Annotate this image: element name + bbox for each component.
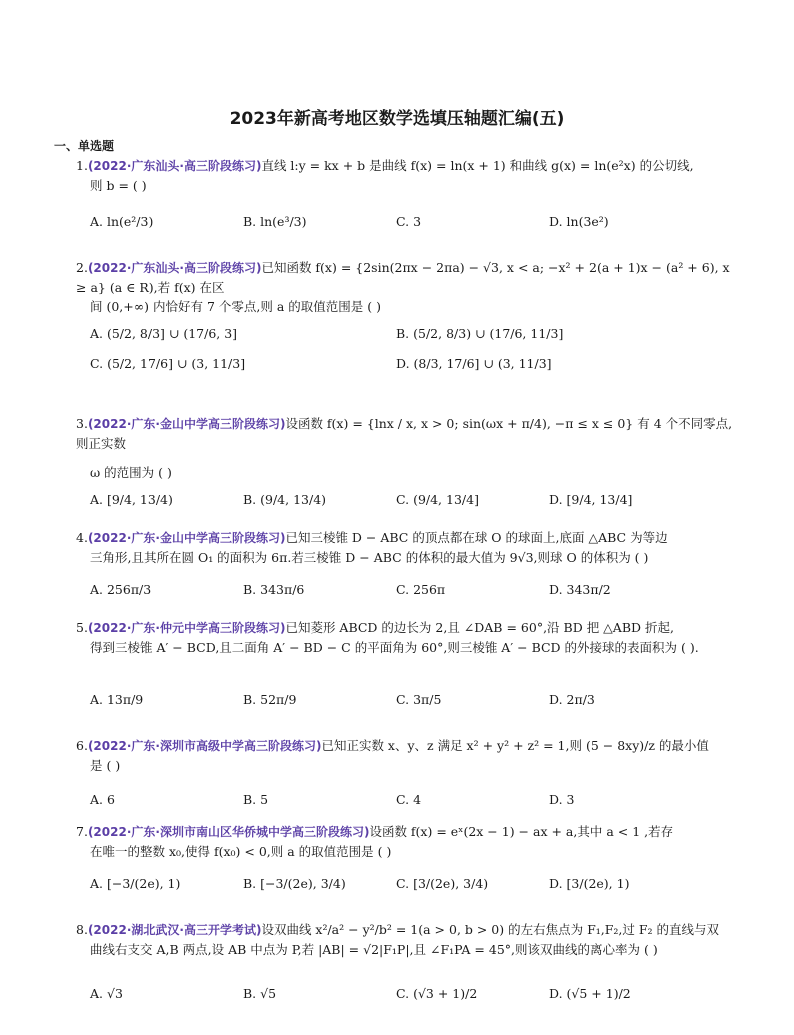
- option-b: B. 52π/9: [243, 692, 297, 707]
- question-number: 1.: [76, 158, 88, 173]
- question-8: [76, 920, 736, 959]
- question-number: 3.: [76, 416, 88, 431]
- question-number: 8.: [76, 922, 88, 937]
- option-b: B. √5: [243, 986, 277, 1001]
- option-d: D. ln(3e²): [549, 214, 609, 229]
- option-a: A. √3: [90, 986, 123, 1001]
- option-d: D. (√5 + 1)/2: [549, 986, 631, 1001]
- question-stem-continued: 得到三棱锥 A′ − BCD,且二面角 A′ − BD − C 的平面角为 60°,则三棱锥 A′ − BCD 的外接球的表面积为 ( ).: [90, 640, 699, 655]
- question-stem-continued: 则 b = ( ): [90, 178, 147, 193]
- question-number: 4.: [76, 530, 88, 545]
- question-stem: 设双曲线 x²/a² − y²/b² = 1(a > 0, b > 0) 的左右焦点为 F₁,F₂,过 F₂ 的直线与双: [261, 922, 720, 937]
- option-d: D. [3/(2e), 1): [549, 876, 630, 891]
- question-source: (2022·广东·深圳市高级中学高三阶段练习): [87, 739, 322, 753]
- option-c: C. 3π/5: [396, 692, 442, 707]
- question-stem: 已知正实数 x、y、z 满足 x² + y² + z² = 1,则 (5 − 8xy)/z 的最小值: [321, 738, 709, 753]
- option-c: C. 4: [396, 792, 422, 807]
- option-d: D. [9/4, 13/4]: [549, 492, 633, 507]
- question-stem-continued: 是 ( ): [90, 758, 121, 773]
- question-source: (2022·湖北武汉·高三开学考试): [87, 923, 262, 937]
- option-a: A. 256π/3: [90, 582, 152, 597]
- question-source: (2022·广东·金山中学高三阶段练习): [87, 417, 286, 431]
- option-a: A. (5/2, 8/3] ∪ (17/6, 3]: [90, 326, 238, 341]
- question-number: 7.: [76, 824, 88, 839]
- question-stem: 设函数 f(x) = eˣ(2x − 1) − ax + a,其中 a < 1 ,若存: [369, 824, 674, 839]
- option-a: A. 13π/9: [90, 692, 144, 707]
- question-number: 5.: [76, 620, 88, 635]
- question-6: [76, 736, 736, 775]
- option-b: B. (5/2, 8/3) ∪ (17/6, 11/3]: [396, 326, 564, 341]
- option-b: B. ln(e³/3): [243, 214, 307, 229]
- option-b: B. 343π/6: [243, 582, 305, 597]
- option-c: C. 256π: [396, 582, 446, 597]
- question-stem: 已知三棱锥 D − ABC 的顶点都在球 O 的球面上,底面 △ABC 为等边: [285, 530, 668, 545]
- question-3: [76, 414, 736, 482]
- question-source: (2022·广东·深圳市南山区华侨城中学高三阶段练习): [87, 825, 370, 839]
- question-stem: 直线 l:y = kx + b 是曲线 f(x) = ln(x + 1) 和曲线 g(x) = ln(e²x) 的公切线,: [261, 158, 694, 173]
- option-c: C. (√3 + 1)/2: [396, 986, 478, 1001]
- question-number: 6.: [76, 738, 88, 753]
- option-c: C. 3: [396, 214, 422, 229]
- option-c: C. (5/2, 17/6] ∪ (3, 11/3]: [90, 356, 246, 371]
- question-source: (2022·广东汕头·高三阶段练习): [87, 159, 262, 173]
- option-c: C. [3/(2e), 3/4): [396, 876, 489, 891]
- document-title: 2023年新高考地区数学选填压轴题汇编(五): [229, 109, 565, 129]
- option-a: A. 6: [90, 792, 115, 807]
- question-stem-continued: 在唯一的整数 x₀,使得 f(x₀) < 0,则 a 的取值范围是 ( ): [90, 844, 392, 859]
- question-4: [76, 528, 736, 567]
- question-source: (2022·广东汕头·高三阶段练习): [87, 261, 262, 275]
- question-2: [76, 258, 736, 316]
- option-a: A. ln(e²/3): [90, 214, 154, 229]
- question-number: 2.: [76, 260, 88, 275]
- option-d: D. 3: [549, 792, 575, 807]
- option-d: D. 2π/3: [549, 692, 595, 707]
- question-5: [76, 618, 736, 657]
- question-stem: 已知菱形 ABCD 的边长为 2,且 ∠DAB = 60°,沿 BD 把 △ABD 折起,: [285, 620, 674, 635]
- question-stem-continued: 间 (0,+∞) 内恰好有 7 个零点,则 a 的取值范围是 ( ): [90, 299, 381, 314]
- option-a: A. [−3/(2e), 1): [90, 876, 181, 891]
- question-stem: 已知函数 f(x) = {2sin(2πx − 2πa) − √3, x < a; −x² + 2(a + 1)x − (a² + 6), x ≥ a} (a ∈ R),若 f(x) 在区: [76, 260, 730, 295]
- option-b: B. (9/4, 13/4): [243, 492, 327, 507]
- question-stem-continued: 三角形,且其所在圆 O₁ 的面积为 6π.若三棱锥 D − ABC 的体积的最大值为 9√3,则球 O 的体积为 ( ): [90, 550, 649, 565]
- question-stem: 设函数 f(x) = {lnx / x, x > 0; sin(ωx + π/4), −π ≤ x ≤ 0} 有 4 个不同零点,则正实数: [76, 416, 733, 451]
- option-c: C. (9/4, 13/4]: [396, 492, 479, 507]
- question-source: (2022·广东·仲元中学高三阶段练习): [87, 621, 286, 635]
- question-source: (2022·广东·金山中学高三阶段练习): [87, 531, 286, 545]
- question-stem-continued: 曲线右支交 A,B 两点,设 AB 中点为 P,若 |AB| = √2|F₁P|,且 ∠F₁PA = 45°,则该双曲线的离心率为 ( ): [90, 942, 658, 957]
- option-b: B. [−3/(2e), 3/4): [243, 876, 346, 891]
- question-stem-continued: ω 的范围为 ( ): [90, 465, 172, 480]
- option-d: D. (8/3, 17/6] ∪ (3, 11/3]: [396, 356, 552, 371]
- option-b: B. 5: [243, 792, 269, 807]
- section-heading: 一、单选题: [54, 139, 115, 153]
- question-7: [76, 822, 736, 861]
- option-d: D. 343π/2: [549, 582, 611, 597]
- option-a: A. [9/4, 13/4): [90, 492, 173, 507]
- question-1: [76, 156, 736, 195]
